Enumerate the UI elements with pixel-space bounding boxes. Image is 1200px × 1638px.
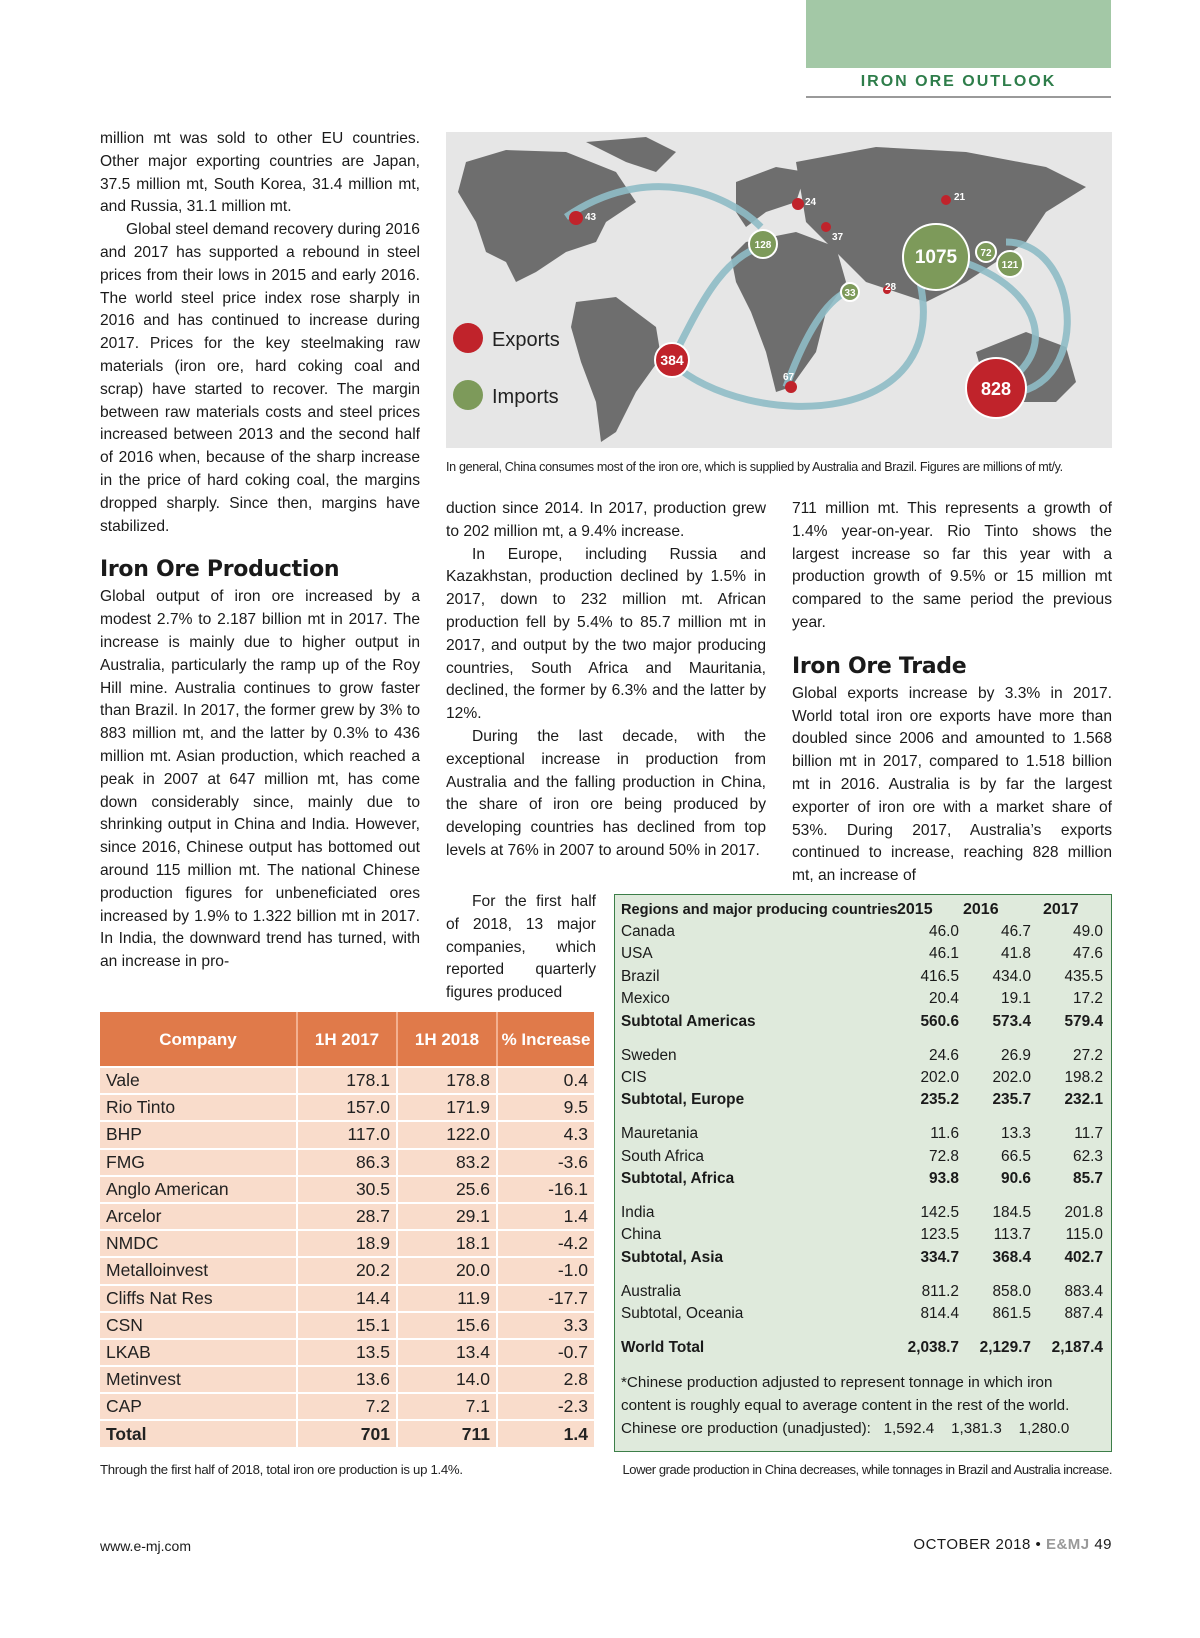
region-value-2017: 49.0: [1073, 923, 1103, 940]
1h2017-cell: 7.2: [298, 1392, 398, 1419]
company-cell: Vale: [100, 1066, 298, 1093]
region-value-2015: 560.6: [920, 1012, 959, 1030]
region-label: China: [621, 1226, 662, 1244]
region-label: Mexico: [621, 990, 670, 1008]
col1-paragraph: million mt was sold to other EU countries. Other major exporting countries are Japan, 37.5 million mt, South Korea, 31.4 million mt, and Russia, 31.1 million mt.: [100, 130, 420, 216]
pct-cell: 4.3: [498, 1120, 594, 1147]
region-value-2016: 861.5: [992, 1305, 1031, 1322]
region-value-2016: 46.7: [1001, 923, 1031, 940]
region-value-2015: 235.2: [920, 1091, 959, 1109]
region-value-2015: 24.6: [929, 1046, 959, 1064]
section-title: IRON ORE OUTLOOK: [806, 68, 1111, 98]
russia-export-dot: [821, 222, 831, 232]
pct-cell: -17.7: [498, 1284, 594, 1311]
regions-row: [621, 966, 1103, 988]
regions-row: [621, 1168, 1103, 1190]
table-row: [100, 1175, 594, 1202]
world-trade-map: [446, 132, 1112, 448]
pct-cell: -3.6: [498, 1148, 594, 1175]
region-value-2015: 416.5: [920, 967, 959, 985]
header-1h2018: 1H 2018: [398, 1012, 498, 1066]
header-2017: 2017: [1043, 901, 1079, 918]
region-value-2017: 402.7: [1064, 1248, 1103, 1266]
regions-row: [621, 1089, 1103, 1111]
table-row: [100, 1338, 594, 1365]
1h2017-cell: 86.3: [298, 1148, 398, 1175]
region-value-2017: 27.2: [1073, 1046, 1103, 1064]
regions-row: [621, 1045, 1103, 1067]
company-table-caption: Through the first half of 2018, total iron ore production is up 1.4%.: [100, 1462, 463, 1477]
regions-row: [621, 1224, 1103, 1246]
1h2017-cell: 18.9: [298, 1229, 398, 1256]
legend-imports-label: Imports: [492, 386, 559, 408]
1h2018-cell: 711: [398, 1419, 498, 1446]
region-label: India: [621, 1203, 655, 1221]
region-value-2015: 11.6: [930, 1125, 959, 1143]
pct-cell: 0.4: [498, 1066, 594, 1093]
footer-url: www.e-mj.com: [100, 1538, 192, 1554]
canada-export-dot: [569, 211, 583, 225]
company-production-table: [100, 1012, 594, 1447]
pct-cell: 2.8: [498, 1365, 594, 1392]
company-cell: NMDC: [100, 1229, 298, 1256]
1h2017-cell: 178.1: [298, 1066, 398, 1093]
col3-paragraph: Global exports increase by 3.3% in 2017. World total iron ore exports have more than doubled since 2006 and amounted to 1.568 billion mt in 2017, compared to 1.518 billion mt in 2016. Australia is by far the largest exporter of iron ore with a market share of 53%. During 2017, Australia’s exports continued to increase, reaching 828 million mt, an increase of: [792, 684, 1112, 885]
1h2018-cell: 13.4: [398, 1338, 498, 1365]
regions-production-table: [614, 894, 1112, 1452]
label-nchina: 21: [954, 192, 966, 203]
region-value-2016: 66.5: [1001, 1147, 1031, 1165]
company-cell: LKAB: [100, 1338, 298, 1365]
table-row: [100, 1229, 594, 1256]
region-value-2016: 573.4: [992, 1012, 1031, 1030]
regions-row: [621, 1011, 1103, 1033]
region-value-2016: 2,129.7: [979, 1338, 1031, 1356]
regions-row: [621, 1067, 1103, 1089]
pct-cell: -16.1: [498, 1175, 594, 1202]
region-value-2016: 13.3: [1001, 1125, 1031, 1143]
region-value-2017: 232.1: [1064, 1091, 1103, 1109]
regions-row: [621, 1123, 1103, 1145]
label-brazil: 384: [660, 352, 684, 368]
regions-row: [621, 1146, 1103, 1168]
nchina-export-dot: [941, 195, 951, 205]
footer-date: OCTOBER 2018 •: [913, 1536, 1042, 1553]
1h2018-cell: 11.9: [398, 1284, 498, 1311]
1h2017-cell: 13.6: [298, 1365, 398, 1392]
label-safrica: 67: [783, 372, 795, 383]
region-value-2017: 2,187.4: [1051, 1338, 1103, 1356]
region-label: South Africa: [621, 1147, 704, 1165]
table-row: [100, 1311, 594, 1338]
region-label: Canada: [621, 923, 675, 940]
table-total-row: [100, 1419, 594, 1446]
company-cell: Cliffs Nat Res: [100, 1284, 298, 1311]
1h2018-cell: 15.6: [398, 1311, 498, 1338]
region-value-2015: 142.5: [920, 1203, 959, 1221]
1h2018-cell: 7.1: [398, 1392, 498, 1419]
1h2018-cell: 14.0: [398, 1365, 498, 1392]
col1-paragraph: Global output of iron ore increased by a modest 2.7% to 2.187 billion mt in 2017. The increase is mainly due to higher output in Australia, particularly the ramp up of the Roy Hill mine. Australia continues to grow faster than Brazil. In 2017, the former grew by 3% to 883 million mt, and the latter by 0.3% to 436 million mt. Asian production, which reached a peak in 2007 at 647 million mt, has come down considerably since, mainly due to shrinking output in China and India. However, since 2016, Chinese output has bottomed out around 115 million mt. The national Chinese production figures for unbeneficiated ores increased by 1.9% to 1.322 billion mt in 2017. In India, the downward trend has turned, with an increase in pro-: [100, 588, 420, 971]
1h2018-cell: 18.1: [398, 1229, 498, 1256]
region-value-2017: 115.0: [1065, 1226, 1103, 1244]
table-row: [100, 1120, 594, 1147]
company-cell: BHP: [100, 1120, 298, 1147]
footer-info: [913, 1536, 1112, 1553]
header-color-block: [806, 0, 1111, 68]
col1-paragraph: Global steel demand recovery during 2016 and 2017 has supported a rebound in steel prices from their lows in 2015 and early 2016. The world steel price index rose sharply in 2016 and has continued to increase during 2017. Prices for the key steelmaking raw materials (iron ore, hard coking coal and scrap) have started to recover. The margin between raw materials costs and steel prices increased between 2013 and the second half of 2016 when, because of the sharp increase in the price of hard coking coal, the margins dropped sharply. Since then, margins have stabilized.: [100, 221, 420, 535]
label-australia: 828: [980, 379, 1012, 399]
regions-row: [621, 1247, 1103, 1269]
region-value-2016: 858.0: [992, 1282, 1031, 1300]
col2-paragraph: duction since 2014. In 2017, production grew to 202 million mt, a 9.4% increase.: [446, 500, 766, 540]
footer-brand: E&MJ: [1045, 1536, 1090, 1553]
1h2017-cell: 701: [298, 1419, 398, 1446]
region-value-2016: 19.1: [1001, 990, 1031, 1008]
company-cell: Anglo American: [100, 1175, 298, 1202]
table-header-row: [100, 1012, 594, 1066]
region-value-2017: 579.4: [1064, 1012, 1103, 1030]
region-value-2015: 72.8: [929, 1147, 959, 1165]
pct-cell: -0.7: [498, 1338, 594, 1365]
map-graphic: [446, 132, 1112, 448]
pct-cell: 3.3: [498, 1311, 594, 1338]
regions-table-caption: Lower grade production in China decreases, while tonnages in Brazil and Australia increase.: [622, 1462, 1112, 1477]
heading-iron-ore-production: Iron Ore Production: [100, 557, 340, 583]
label-nordic: 24: [805, 197, 817, 208]
region-value-2017: 198.2: [1064, 1068, 1103, 1086]
label-india: 33: [844, 288, 856, 299]
1h2018-cell: 20.0: [398, 1256, 498, 1283]
1h2017-cell: 28.7: [298, 1202, 398, 1229]
legend-exports-label: Exports: [492, 329, 560, 351]
table-row: [100, 1066, 594, 1093]
regions-row: [621, 1281, 1103, 1303]
label-japan: 72: [980, 248, 992, 259]
region-value-2017: 887.4: [1064, 1305, 1103, 1322]
header-2015: 2015: [897, 901, 933, 918]
column-2: [446, 498, 766, 863]
region-label: USA: [621, 945, 653, 963]
col2-paragraph: During the last decade, with the exceptional increase in production from Australia and the falling production in China, the share of iron ore being produced by developing countries has declined from top levels at 76% in 2007 to around 50% in 2017.: [446, 727, 766, 859]
1h2018-cell: 178.8: [398, 1066, 498, 1093]
company-cell: Metalloinvest: [100, 1256, 298, 1283]
1h2017-cell: 20.2: [298, 1256, 398, 1283]
table-row: [100, 1256, 594, 1283]
pct-cell: 1.4: [498, 1419, 594, 1446]
table-row: [100, 1202, 594, 1229]
region-value-2016: 90.6: [1001, 1170, 1031, 1187]
table-row: [100, 1365, 594, 1392]
region-value-2017: 201.8: [1064, 1203, 1103, 1221]
note-text: *Chinese production adjusted to represent tonnage in which iron content is roughly equal to average content in the rest of the world.: [621, 1374, 1070, 1414]
region-label: World Total: [621, 1338, 705, 1356]
company-cell: Metinvest: [100, 1365, 298, 1392]
1h2017-cell: 13.5: [298, 1338, 398, 1365]
table-row: [100, 1093, 594, 1120]
label-china: 1075: [914, 247, 958, 268]
1h2017-cell: 15.1: [298, 1311, 398, 1338]
header-2016: 2016: [963, 901, 999, 918]
company-cell: CSN: [100, 1311, 298, 1338]
1h2017-cell: 157.0: [298, 1093, 398, 1120]
company-cell: Total: [100, 1419, 298, 1446]
region-value-2017: 883.4: [1064, 1282, 1103, 1300]
region-value-2015: 46.0: [929, 923, 959, 940]
region-value-2016: 41.8: [1001, 945, 1031, 963]
column-3: [792, 498, 1112, 888]
region-value-2017: 62.3: [1073, 1147, 1103, 1165]
column-2-lower: [446, 891, 596, 1005]
1h2017-cell: 117.0: [298, 1120, 398, 1147]
region-value-2015: 202.0: [920, 1068, 959, 1086]
col3-paragraph: 711 million mt. This represents a growth of 1.4% year-on-year. Rio Tinto shows the largest increase so far this year with a production growth of 9.5% or 15 million mt compared to the same period the previous year.: [792, 500, 1112, 631]
region-value-2015: 46.1: [929, 945, 959, 963]
region-label: Australia: [621, 1282, 681, 1300]
page-number: 49: [1094, 1536, 1112, 1553]
region-value-2016: 202.0: [992, 1068, 1031, 1086]
label-asia28: 28: [885, 282, 897, 293]
regions-row: [621, 943, 1103, 965]
1h2018-cell: 25.6: [398, 1175, 498, 1202]
region-value-2017: 47.6: [1073, 945, 1103, 963]
company-cell: Rio Tinto: [100, 1093, 298, 1120]
1h2017-cell: 14.4: [298, 1284, 398, 1311]
company-cell: CAP: [100, 1392, 298, 1419]
pct-cell: -4.2: [498, 1229, 594, 1256]
region-value-2016: 26.9: [1001, 1046, 1031, 1064]
table-row: [100, 1148, 594, 1175]
1h2018-cell: 171.9: [398, 1093, 498, 1120]
header-pct-increase: % Increase: [498, 1012, 594, 1066]
region-value-2015: 334.7: [920, 1248, 959, 1266]
col2-paragraph: In Europe, including Russia and Kazakhstan, production declined by 1.5% in 2017, down to 232 million mt. African production fell by 5.4% to 85.7 million mt in 2017, and output by the two major producing countries, South Africa and Mauritania, declined, the former by 6.3% and the latter by 12%.: [446, 545, 766, 723]
region-label: Brazil: [621, 967, 660, 985]
1h2018-cell: 122.0: [398, 1120, 498, 1147]
regions-row: [621, 1303, 1103, 1325]
company-cell: FMG: [100, 1148, 298, 1175]
header-1h2017: 1H 2017: [298, 1012, 398, 1066]
map-caption: In general, China consumes most of the iron ore, which is supplied by Australia and Brazil. Figures are millions of mt/y.: [446, 460, 1063, 474]
label-russia: 37: [832, 232, 844, 243]
region-value-2017: 435.5: [1064, 967, 1103, 985]
region-label: Subtotal, Africa: [621, 1170, 735, 1187]
region-value-2016: 434.0: [992, 967, 1031, 985]
region-label: Sweden: [621, 1046, 677, 1064]
regions-note: [621, 1371, 1101, 1440]
regions-row: [621, 1337, 1103, 1359]
column-1: [100, 128, 420, 974]
legend-imports-marker: [453, 380, 483, 410]
table-row: [100, 1284, 594, 1311]
heading-iron-ore-trade: Iron Ore Trade: [792, 653, 967, 679]
label-europe: 128: [754, 240, 772, 251]
region-value-2015: 20.4: [929, 990, 959, 1008]
region-value-2016: 368.4: [992, 1248, 1031, 1266]
region-value-2015: 814.4: [920, 1305, 959, 1322]
region-label: Subtotal Americas: [621, 1012, 756, 1030]
label-korea: 121: [1001, 260, 1019, 271]
legend-exports-marker: [453, 323, 483, 353]
pct-cell: 1.4: [498, 1202, 594, 1229]
label-canada: 43: [585, 212, 597, 223]
region-label: Subtotal, Oceania: [621, 1305, 744, 1322]
region-label: Mauretania: [621, 1125, 698, 1143]
region-value-2015: 811.2: [921, 1282, 959, 1300]
region-value-2015: 93.8: [929, 1170, 959, 1187]
1h2017-cell: 30.5: [298, 1175, 398, 1202]
region-value-2017: 17.2: [1073, 990, 1103, 1008]
regions-row: [621, 988, 1103, 1010]
region-value-2016: 235.7: [992, 1091, 1031, 1109]
unadjusted-text: Chinese ore production (unadjusted): 1,592.4 1,381.3 1,280.0: [621, 1420, 1070, 1437]
regions-row: [621, 1202, 1103, 1224]
1h2018-cell: 29.1: [398, 1202, 498, 1229]
regions-header-label: Regions and major producing countries: [621, 902, 898, 918]
pct-cell: 9.5: [498, 1093, 594, 1120]
region-label: CIS: [621, 1068, 647, 1086]
regions-row: [621, 921, 1103, 943]
region-value-2015: 123.5: [920, 1226, 959, 1244]
nordic-export-dot: [792, 198, 804, 210]
region-value-2016: 113.7: [993, 1226, 1031, 1244]
region-value-2016: 184.5: [992, 1203, 1031, 1221]
pct-cell: -1.0: [498, 1256, 594, 1283]
region-label: Subtotal, Asia: [621, 1248, 724, 1266]
company-cell: Arcelor: [100, 1202, 298, 1229]
region-value-2017: 85.7: [1073, 1170, 1103, 1187]
region-label: Subtotal, Europe: [621, 1091, 745, 1109]
regions-header-row: [621, 899, 1103, 921]
region-value-2017: 11.7: [1074, 1125, 1103, 1143]
1h2018-cell: 83.2: [398, 1148, 498, 1175]
table-row: [100, 1392, 594, 1419]
pct-cell: -2.3: [498, 1392, 594, 1419]
region-value-2015: 2,038.7: [907, 1338, 959, 1356]
header-company: Company: [100, 1012, 298, 1066]
col2-paragraph: For the first half of 2018, 13 major companies, which reported quarterly figures produced: [446, 893, 596, 1002]
